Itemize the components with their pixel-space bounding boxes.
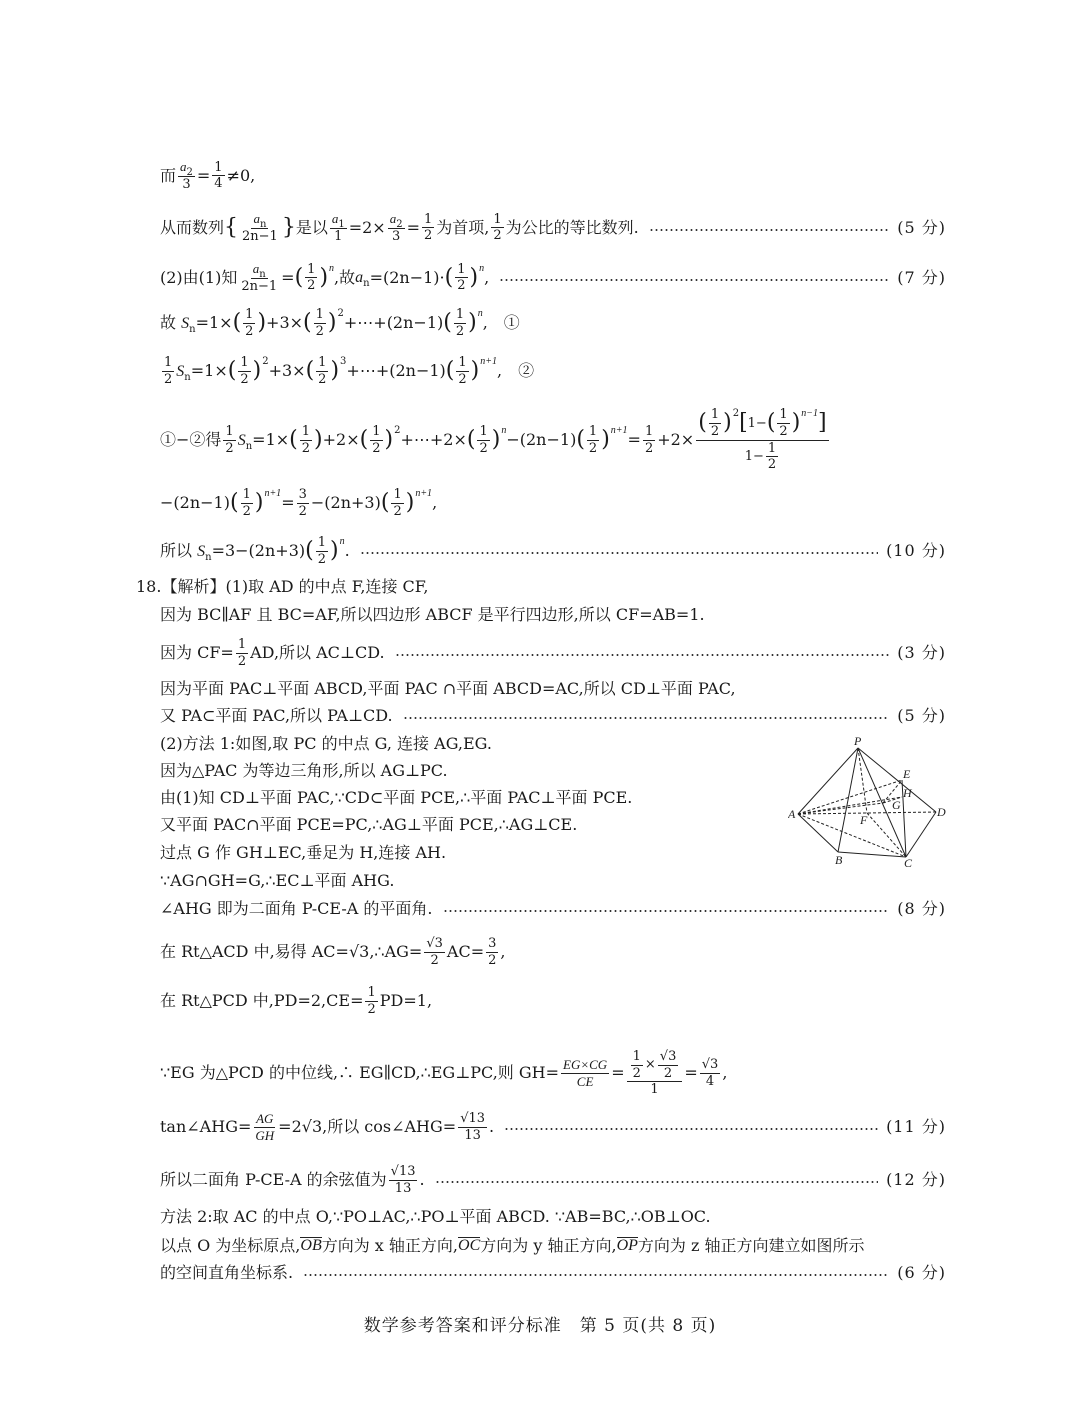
edge-CD xyxy=(906,812,936,857)
line-2: 从而数列 { $\frac{a_n}{2n-1}$ } 是以 $\frac{a_1}{1}$ =2× $\frac{a_2}{3}$ = $\frac{1}{2}$ 为首项, $\frac{1}{2}$ 为公比的等比数列. (5 分) xyxy=(160,211,946,244)
line-m1-6: ∵AG∩GH=G,∴EC⊥平面 AHG. xyxy=(160,871,395,890)
fraction: $\frac{a_2}{3}$ xyxy=(180,159,193,192)
line-m1-5: 过点 G 作 GH⊥EC,垂足为 H,连接 AH. xyxy=(160,843,447,862)
label-D: D xyxy=(937,805,946,819)
line-p18-3: 因为 CF= $\frac{1}{2}$ AD,所以 AC⊥CD. (3 分) xyxy=(160,637,946,669)
score: (8 分) xyxy=(897,899,946,918)
leader-dots xyxy=(403,717,890,719)
line-4: 故 $S_n$ =1× ( $\frac{1}{2}$ ) +3× ( $\frac{1}{2}$ ) 2 +⋯+(2n−1) ( $\frac{1}{2}$ ) n , ① xyxy=(160,307,520,339)
line-m2-3: 的空间直角坐标系. (6 分) xyxy=(160,1263,946,1282)
line-m1-9: 在 Rt△PCD 中,PD=2,CE= $\frac{1}{2}$ PD=1, xyxy=(160,985,433,1017)
line-m1-7: ∠AHG 即为二面角 P-CE-A 的平面角. (8 分) xyxy=(160,899,946,918)
line-m2-1: 方法 2:取 AC 的中点 O,∵PO⊥AC,∴PO⊥平面 ABCD. ∵AB=BC,∴OB⊥OC. xyxy=(160,1207,711,1226)
score: (5 分) xyxy=(897,706,946,725)
score: (11 分) xyxy=(886,1117,946,1137)
leader-dots xyxy=(435,1181,878,1183)
leader-dots xyxy=(395,654,890,656)
page-footer: 数学参考答案和评分标准 第 5 页(共 8 页) xyxy=(363,1316,717,1336)
leader-dots xyxy=(360,552,878,554)
label-H: H xyxy=(903,786,912,800)
score: (7 分) xyxy=(897,267,946,287)
vector-OC: OC xyxy=(458,1237,481,1254)
pyramid-figure xyxy=(788,736,948,868)
text: 而 xyxy=(160,165,177,185)
label-E: E xyxy=(903,767,911,781)
line-m1-11: tan∠AHG= $\frac{AG}{GH}$ =2√3,所以 cos∠AHG= $\frac{√13}{13}$ . (11 分) xyxy=(160,1111,946,1143)
line-m1-3: 由(1)知 CD⊥平面 PAC,∵CD⊂平面 PCE,∴平面 PAC⊥平面 PCE. xyxy=(160,788,633,807)
vector-OP: OP xyxy=(616,1237,638,1254)
line-p18-5: 又 PA⊂平面 PAC,所以 PA⊥CD. (5 分) xyxy=(160,706,946,725)
line-m1-10: ∵EG 为△PCD 的中位线,∴ EG∥CD,∴EG⊥PC,则 GH= $\frac{EG\times CG}{CE}$ = $\frac{1}{2}$ × $\frac{√3}{2}$ 1 = $\frac{√3}{4}$ , xyxy=(160,1049,728,1098)
line-m2-2: 以点 O 为坐标原点, OB 方向为 x 轴正方向, OC 方向为 y 轴正方向, OP 方向为 z 轴正方向建立如图所示 xyxy=(160,1235,865,1255)
line-5: $\frac{1}{2}$ $S_n$ =1× ( $\frac{1}{2}$ ) 2 +3× ( $\frac{1}{2}$ ) 3 +⋯+(2n−1) ( $\frac{1}{2}$ ) n+1 , ② xyxy=(164,355,535,387)
label-F: F xyxy=(860,813,868,827)
score: (10 分) xyxy=(886,541,946,561)
leader-dots xyxy=(443,910,890,912)
score: (5 分) xyxy=(897,217,946,237)
label-C: C xyxy=(904,856,913,868)
line-m1-12: 所以二面角 P-CE-A 的余弦值为 $\frac{√13}{13}$ . (12 分) xyxy=(160,1164,946,1196)
problem-18-heading: 18.【解析】(1)取 AD 的中点 F,连接 CF, xyxy=(136,577,429,596)
leader-dots xyxy=(303,1274,889,1276)
leader-dots xyxy=(649,229,889,231)
line-p18-4: 因为平面 PAC⊥平面 ABCD,平面 PAC ∩平面 ABCD=AC,所以 CD⊥平面 PAC, xyxy=(160,679,736,698)
line-m1-1: (2)方法 1:如图,取 PC 的中点 G, 连接 AG,EG. xyxy=(160,734,492,753)
text: ≠0, xyxy=(226,165,256,185)
line-m1-8: 在 Rt△ACD 中,易得 AC=√3,∴AG= $\frac{√3}{2}$ AC= $\frac{3}{2}$ , xyxy=(160,936,506,968)
vector-OB: OB xyxy=(300,1237,322,1254)
edge-AB xyxy=(798,814,838,852)
line-7: −(2n−1) ( $\frac{1}{2}$ ) n+1 = $\frac{3}{2}$ −(2n+3) ( $\frac{1}{2}$ ) n+1 , xyxy=(160,487,438,519)
line-m1-2: 因为△PAC 为等边三角形,所以 AG⊥PC. xyxy=(160,761,448,780)
line-p18-2: 因为 BC∥AF 且 BC=AF,所以四边形 ABCF 是平行四边形,所以 CF=AB=1. xyxy=(160,605,705,624)
line-3: (2)由(1)知 $\frac{a_n}{2n-1}$ = ( $\frac{1}{2}$ ) n ,故 $a_n$ =(2n−1)· ( $\frac{1}{2}$ ) n , (7 分) xyxy=(160,261,946,294)
text: = xyxy=(196,165,211,185)
leader-dots xyxy=(504,1128,878,1130)
score: (3 分) xyxy=(897,643,946,663)
line-8: 所以 $S_n$ =3−(2n+3) ( $\frac{1}{2}$ ) n . (10 分) xyxy=(160,535,946,567)
label-A: A xyxy=(788,807,796,821)
leader-dots xyxy=(499,279,889,281)
line-6: ①−②得 $\frac{1}{2}$ $S_n$ =1× ( $\frac{1}{2}$ ) +2× ( $\frac{1}{2}$ ) 2 +⋯+2× ( $\frac{1}{2}$ ) n −(2n−1) ( $\frac{1}{2}$ ) n+1 = $\frac{1}{2}$ +2× ( $\frac{1}{2}$ ) 2 [ 1− ( $\frac{1}{2}$ ) n−1 ] 1− $\frac{1}{2}$ xyxy=(160,407,827,473)
edge-FC xyxy=(867,813,906,857)
label-B: B xyxy=(835,853,843,867)
geometric-sum-fraction: ( $\frac{1}{2}$ ) 2 [ 1− ( $\frac{1}{2}$ ) n−1 ] 1− $\frac{1}{2}$ xyxy=(698,407,827,473)
fraction: $\frac{1}{4}$ xyxy=(214,159,223,192)
line-1 xyxy=(160,160,946,191)
label-G: G xyxy=(892,798,901,812)
score: (12 分) xyxy=(886,1170,946,1190)
line-m1-4: 又平面 PAC∩平面 PCE=PC,∴AG⊥平面 PCE,∴AG⊥CE. xyxy=(160,815,578,834)
score: (6 分) xyxy=(897,1263,946,1282)
label-P: P xyxy=(854,736,862,748)
